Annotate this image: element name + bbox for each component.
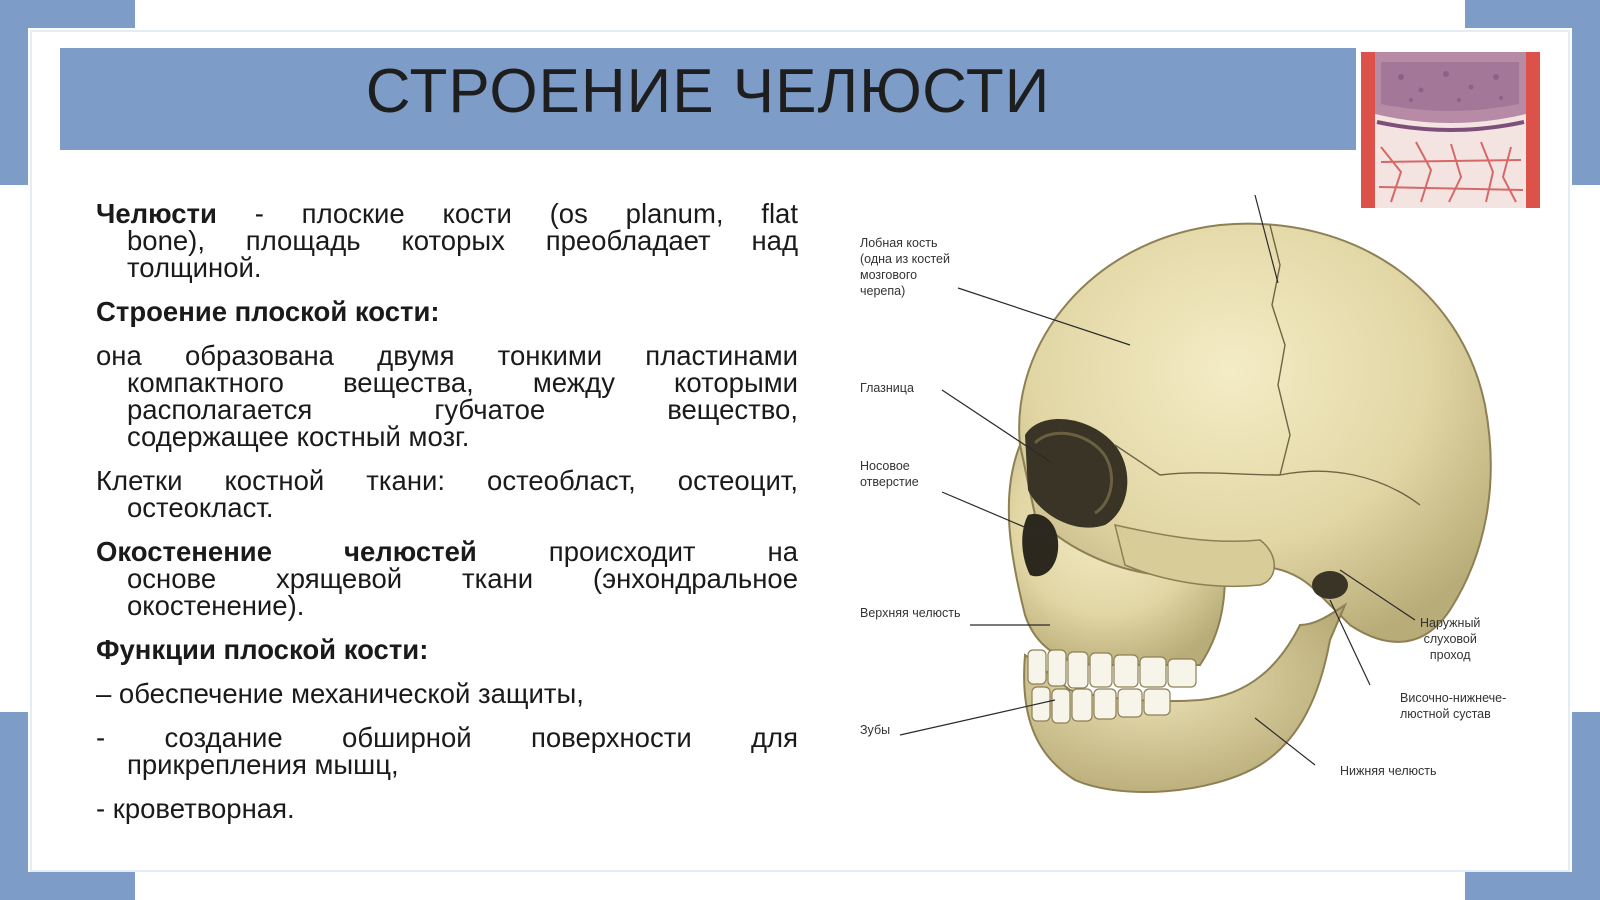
body-text bbox=[96, 200, 798, 839]
list-item-hematopoietic: - кроветворная. bbox=[96, 793, 295, 824]
list-item-muscle-attachment: - создание обширной поверхности для прикрепления мышц, bbox=[96, 722, 798, 780]
label-teeth: Зубы bbox=[860, 723, 891, 737]
heading-flat-bone-structure: Строение плоской кости: bbox=[96, 296, 440, 327]
skull-illustration bbox=[860, 195, 1560, 835]
paragraph-ossification: Окостенение челюстей происходит на основе хрящевой ткани (энхондральное окостенение). bbox=[96, 536, 798, 621]
label-nasal-opening: Носовое отверстие bbox=[860, 459, 919, 489]
corner-accent-bottom-left-side bbox=[0, 712, 28, 900]
corner-accent-top-left-side bbox=[0, 0, 28, 185]
label-orbit: Глазница bbox=[860, 381, 914, 395]
paragraph-cells: Клетки костной ткани: остеобласт, остеоцит, остеокласт. bbox=[96, 465, 798, 523]
paragraph-definition: Челюсти - плоские кости (os planum, flat bone), площадь которых преобладает над толщиной. bbox=[96, 198, 798, 283]
list-item-protection: – обеспечение механической защиты, bbox=[96, 678, 584, 709]
skull-drawing bbox=[860, 195, 1560, 835]
label-frontal-bone: Лобная кость (одна из костей мозгового черепа) bbox=[860, 236, 950, 298]
paragraph-structure: она образована двумя тонкими пластинами компактного вещества, между которыми располагается губчатое вещество, содержащее костный мозг. bbox=[96, 340, 798, 452]
corner-accent-top-right-side bbox=[1572, 0, 1600, 185]
term-jaws: Челюсти bbox=[96, 198, 217, 229]
bone-histology-thumbnail bbox=[1361, 52, 1540, 208]
term-ossification: Окостенение челюстей bbox=[96, 536, 477, 567]
label-maxilla: Верхняя челюсть bbox=[860, 606, 961, 620]
label-external-ear-canal: Наружный слуховой проход bbox=[1420, 616, 1481, 662]
slide-title: СТРОЕНИЕ ЧЕЛЮСТИ bbox=[365, 57, 1051, 126]
corner-accent-bottom-right-side bbox=[1572, 712, 1600, 900]
heading-flat-bone-functions: Функции плоской кости: bbox=[96, 634, 429, 665]
label-mandible: Нижняя челюсть bbox=[1340, 764, 1437, 778]
label-tmj: Височно-нижнече- люстной сустав bbox=[1400, 691, 1507, 721]
